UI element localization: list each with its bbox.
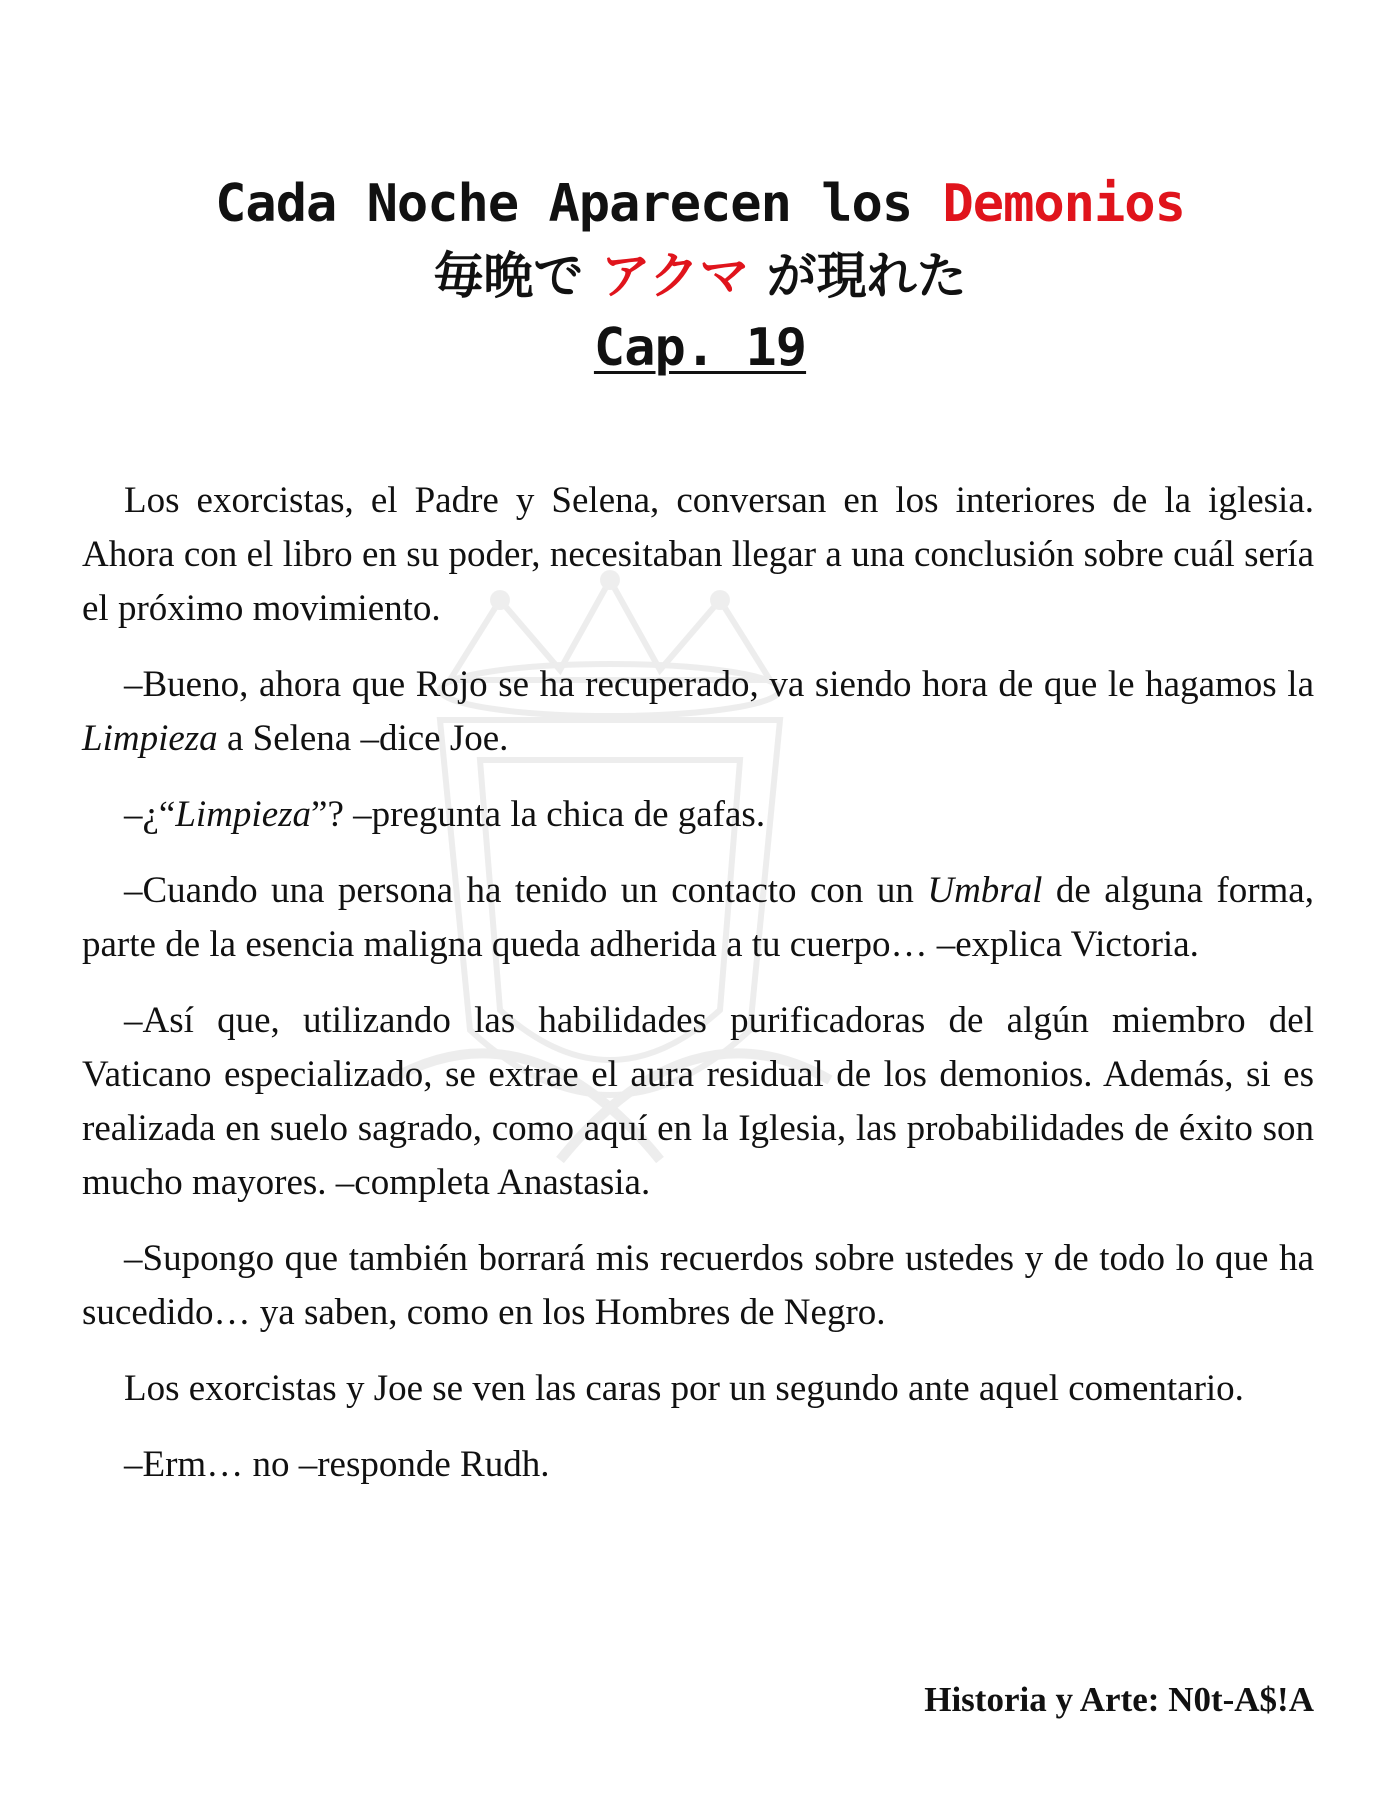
story-paragraph: [82, 658, 1314, 766]
paragraph-text: a Selena –dice Joe.: [217, 718, 509, 759]
story-paragraph: [82, 788, 1314, 842]
story-paragraph: [82, 1362, 1314, 1416]
paragraph-text: –¿“: [124, 794, 176, 835]
story-paragraph: [82, 994, 1314, 1210]
title-japanese-accent: アクマ: [600, 247, 750, 305]
paragraph-text: ”? –pregunta la chica de gafas.: [311, 794, 766, 835]
title-japanese-post: が現れた: [749, 247, 967, 305]
chapter-number: Cap. 19: [593, 318, 807, 378]
chapter-title-block: [0, 168, 1400, 384]
paragraph-text: –Cuando una persona ha tenido un contacto con un: [124, 870, 928, 911]
story-body: [82, 474, 1314, 1514]
title-japanese: [0, 240, 1400, 312]
italic-term: Limpieza: [175, 794, 312, 835]
title-japanese-pre: 毎晩で: [433, 247, 601, 305]
paragraph-text: –Así que, utilizando las habilidades purificadoras de algún miembro del Vaticano especializado, se extrae el aura residual de los demonios. Además, si es realizada en suelo sagrado, como aquí en la Iglesia, las probabilidades de éxito son mucho mayores. –completa Anastasia.: [82, 1000, 1314, 1203]
paragraph-text: de alguna forma, parte de la esencia maligna queda adherida a tu cuerpo… –explica Victoria.: [82, 870, 1314, 965]
story-paragraph: [82, 474, 1314, 636]
paragraph-text: Los exorcistas y Joe se ven las caras por un segundo ante aquel comentario.: [124, 1368, 1244, 1409]
title-spanish-accent: Demonios: [942, 174, 1185, 234]
italic-term: Umbral: [927, 870, 1043, 911]
paragraph-text: Los exorcistas, el Padre y Selena, conversan en los interiores de la iglesia. Ahora con el libro en su poder, necesitaban llegar a una conclusión sobre cuál sería el próximo movimiento.: [82, 480, 1314, 629]
author-credit: Historia y Arte: N0t-A$!A: [924, 1680, 1314, 1719]
story-paragraph: [82, 1438, 1314, 1492]
story-paragraph: [82, 1232, 1314, 1340]
italic-term: Limpieza: [82, 718, 218, 759]
title-spanish-main: Cada Noche Aparecen los: [215, 174, 943, 234]
story-paragraph: [82, 864, 1314, 972]
paragraph-text: –Bueno, ahora que Rojo se ha recuperado, va siendo hora de que le hagamos la: [124, 664, 1314, 705]
title-spanish: [0, 168, 1400, 240]
paragraph-text: –Erm… no –responde Rudh.: [124, 1444, 550, 1485]
paragraph-text: –Supongo que también borrará mis recuerdos sobre ustedes y de todo lo que ha sucedido… ya saben, como en los Hombres de Negro.: [82, 1238, 1314, 1333]
